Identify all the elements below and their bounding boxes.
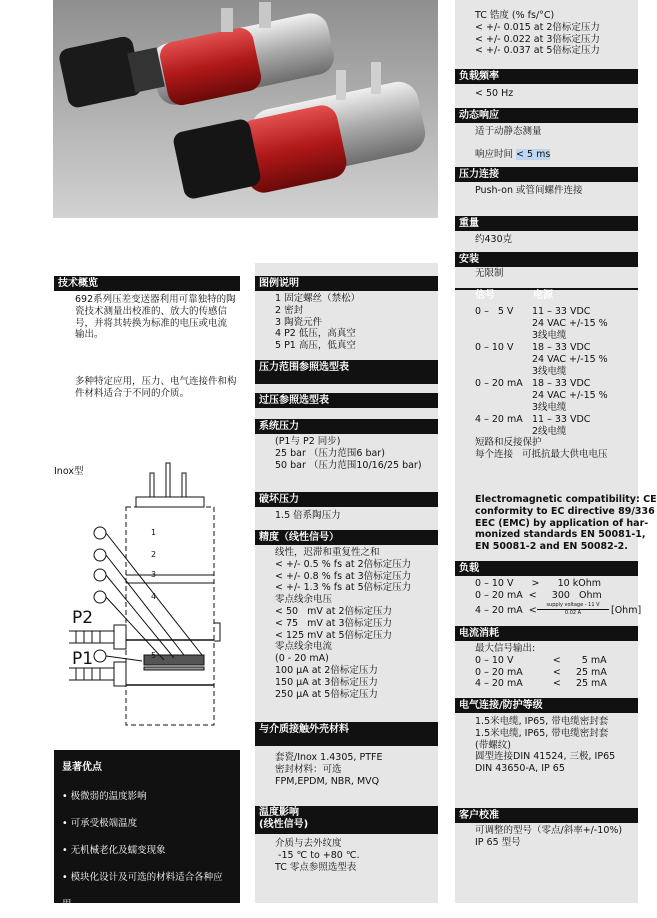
product-photo bbox=[53, 0, 438, 218]
supply-cell: 24 VAC +/-15 % bbox=[532, 318, 608, 329]
table-row: 0 – 5 V bbox=[475, 306, 514, 317]
overview-paragraph-1: 692系列压差变送器利用可靠独特的陶 瓷技术测量出校准的、放大的传感信 号，并将其转换为标准的电压或电流 输出。 bbox=[75, 294, 236, 341]
weight-line: 约430克 bbox=[475, 234, 513, 245]
callout-5: 5 bbox=[151, 651, 157, 660]
inox-label: Inox型 bbox=[54, 466, 84, 477]
burst-line: 1.5 倍系陶压力 bbox=[275, 510, 341, 521]
accuracy-lines: 线性，迟滞和重复性之和 < +/- 0.5 % fs at 2倍标定压力 < +/- 0.8 % fs at 3倍标定压力 < +/- 1.3 % fs at 5倍标定压力 零点线余电压 < 50 mV at 2倍标定压力 < 75 mV at 3倍标定压力 < 125 mV at 5倍标定压力 零点线余电流 (0 - 20 mA) 100 µA at 2倍标定压力 150 µA at 3倍标定压力 250 µA at 5倍标定压力 bbox=[275, 547, 412, 700]
supply-cell: 24 VAC +/-15 % bbox=[532, 390, 608, 401]
port-label-p1: P1 bbox=[72, 649, 94, 669]
overview-paragraph-2: 多种特定应用，压力、电气连接件和构 件材料适合于不同的介质。 bbox=[75, 376, 237, 399]
wetted-lines: 套瓷/Inox 1.4305, PTFE 密封材料：可选 FPM,EPDM, NBR, MVQ bbox=[275, 752, 383, 787]
supply-cell: 11 – 33 VDC bbox=[532, 306, 591, 317]
cal-title: 客户校准 bbox=[455, 808, 638, 823]
current-title: 电流消耗 bbox=[455, 626, 638, 641]
wetted-title: 与介质接触外壳材料 bbox=[255, 722, 438, 746]
overview-title: 技术概览 bbox=[54, 276, 240, 291]
load-lines: 0 – 10 V > 10 kOhm 0 – 20 mA < 300 Ohm bbox=[475, 578, 602, 601]
temp-title: 温度影响 (线性信号) bbox=[255, 806, 438, 834]
response-time-value: < 5 ms bbox=[516, 149, 551, 160]
callout-2: 2 bbox=[151, 550, 157, 559]
current-lines: 最大信号输出: 0 – 10 V < 5 mA 0 – 20 mA < 25 mA 4 – 20 mA < 25 mA bbox=[475, 643, 607, 690]
table-row: 4 – 20 mA bbox=[475, 414, 523, 425]
advantage-item: • 无机械老化及蠕变现象 bbox=[62, 845, 166, 856]
supply-cell: 2线电缆 bbox=[532, 426, 567, 437]
overload-title: 过压参照选型表 bbox=[255, 393, 438, 408]
emc-statement: Electromagnetic compatibility: CE conformity to EC directive 89/336 EEC (EMC) by application of har- monized standards EN 50081-1, EN 50081-2 and EN 50082-2. bbox=[475, 494, 657, 553]
advantages-title: 显著优点 bbox=[62, 762, 102, 773]
dynamic-line-1: 适于动静态测量 bbox=[475, 126, 542, 137]
protection-lines: 短路和反接保护 每个连接 可抵抗最大供电电压 bbox=[475, 437, 608, 460]
range-title: 压力范围参照选型表 bbox=[255, 360, 438, 384]
burst-title: 破坏压力 bbox=[255, 492, 438, 507]
signal-table-header bbox=[455, 288, 638, 301]
table-row: 0 – 20 mA bbox=[475, 378, 523, 389]
callout-4: 4 bbox=[151, 592, 157, 601]
conn-title: 压力连接 bbox=[455, 167, 638, 182]
legend-list: 1 固定螺丝（禁松） 2 密封 3 陶瓷元件 4 P2 低压，高真空 5 P1 高压，低真空 bbox=[275, 293, 361, 352]
accuracy-title: 精度（线性信号） bbox=[255, 530, 438, 545]
advantages-box bbox=[54, 750, 240, 910]
supply-cell: 11 – 33 VDC bbox=[532, 414, 591, 425]
advantage-item: • 可承受极端温度 bbox=[62, 818, 138, 829]
cal-lines: 可调整的型号（零点/斜率+/-10%) IP 65 型号 bbox=[475, 825, 623, 848]
supply-header: 电源 bbox=[533, 290, 553, 301]
freq-line: < 50 Hz bbox=[475, 88, 514, 99]
dynamic-title: 动态响应 bbox=[455, 108, 638, 123]
advantage-item: • 极微弱的温度影响 bbox=[62, 791, 147, 802]
tc-lines: TC 锆度 (% fs/°C) < +/- 0.015 at 2倍标定压力 < +/- 0.022 at 3倍标定压力 < +/- 0.037 at 5倍标定压力 bbox=[475, 10, 600, 57]
supply-cell: 3线电缆 bbox=[532, 402, 567, 413]
conn-line: Push-on 或管间螺件连接 bbox=[475, 185, 583, 196]
temp-lines: 介质与去外纹度 -15 ℃ to +80 ℃. TC 零点参照选型表 bbox=[275, 838, 360, 873]
load-title: 负载 bbox=[455, 561, 638, 576]
supply-cell: 18 – 33 VDC bbox=[532, 342, 591, 353]
supply-cell: 3线电缆 bbox=[532, 330, 567, 341]
mount-line: 无限制 bbox=[475, 268, 504, 279]
signal-header: 信号 bbox=[475, 290, 495, 301]
advantage-item: • 模块化设计及可选的材料适合各种应用 bbox=[62, 872, 223, 910]
load-formula: 4 – 20 mA < supply voltage - 11 V 0.02 A [Ohm] bbox=[475, 602, 642, 616]
port-label-p2: P2 bbox=[72, 608, 94, 628]
table-row: 0 – 10 V bbox=[475, 342, 514, 353]
system-title: 系统压力 bbox=[255, 419, 438, 434]
system-lines: (P1与 P2 同步) 25 bar （压力范围6 bar) 50 bar （压力范围10/16/25 bar) bbox=[275, 436, 422, 471]
dynamic-line-2: 响应时间 < 5 ms bbox=[475, 149, 551, 160]
supply-cell: 3线电缆 bbox=[532, 366, 567, 377]
elec-title: 电气连接/防护等级 bbox=[455, 698, 638, 713]
freq-title: 负载频率 bbox=[455, 69, 638, 84]
mount-title: 安装 bbox=[455, 252, 638, 267]
elec-lines: 1.5米电缆, IP65, 带电缆密封套 1.5米电缆, IP65, 带电缆密封套 (带螺纹) 圆型连接DIN 41524, 三极, IP65 DIN 43650-A, IP 65 bbox=[475, 716, 616, 775]
callout-3: 3 bbox=[151, 570, 157, 579]
supply-cell: 24 VAC +/-15 % bbox=[532, 354, 608, 365]
callout-1: 1 bbox=[151, 528, 157, 537]
legend-title: 图例说明 bbox=[255, 276, 438, 291]
supply-cell: 18 – 33 VDC bbox=[532, 378, 591, 389]
weight-title: 重量 bbox=[455, 216, 638, 231]
